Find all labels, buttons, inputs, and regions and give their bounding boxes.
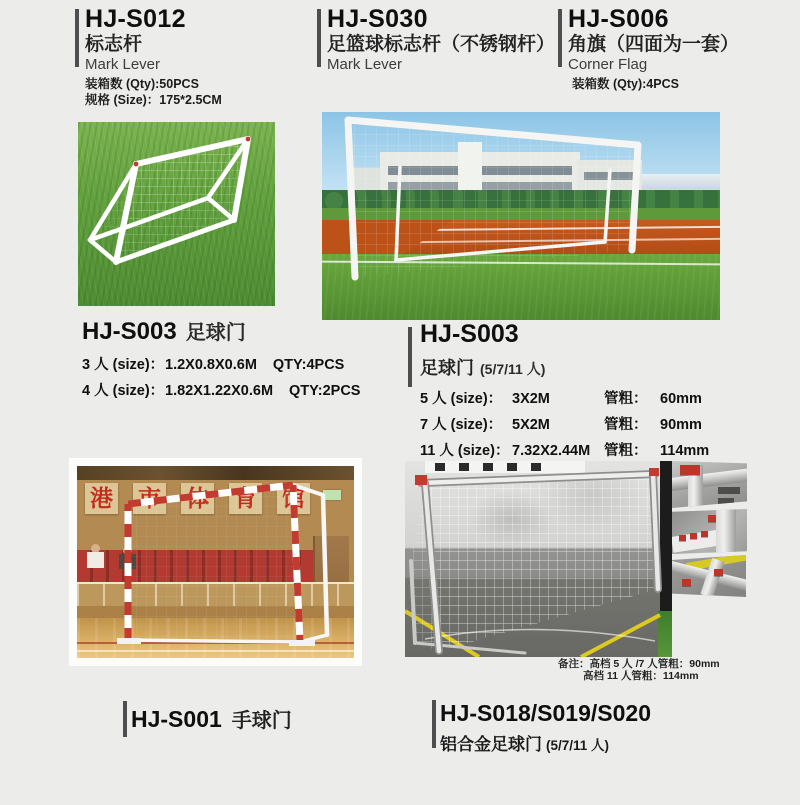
mini-soccer-goal-photo [78, 122, 275, 306]
product-qty: 装箱数 (Qty):50PCS [85, 76, 199, 91]
spec-block-hj-s003-small [82, 316, 360, 400]
row-size: 1.82X1.22X0.6M [165, 383, 274, 399]
row-pipe-label: 管粗： [604, 443, 648, 459]
product-people: (5/7/11 人) [546, 738, 610, 753]
spec-subtitle [420, 354, 709, 380]
product-block-hj-s006 [568, 6, 739, 91]
row-size: 1.2X0.8X0.6M [165, 357, 257, 373]
stadium-goal-graphic [322, 112, 720, 320]
row-pipe: 114mm [660, 443, 710, 459]
spec-code: HJ-S003 [420, 320, 519, 348]
detail-thumb-floor-anchor [672, 555, 746, 597]
section-bar-s012 [75, 9, 79, 67]
row-label: 7 人 (size)： [420, 417, 503, 433]
product-name-cn: 铝合金足球门 [440, 735, 542, 754]
spec-row [420, 439, 709, 460]
row-label: 11 人 (size)： [420, 443, 510, 459]
pipe-note-line2: 高档 11 人管粗：114mm [583, 670, 699, 682]
product-code: HJ-S018/S019/S020 [440, 700, 651, 726]
product-qty: 装箱数 (Qty):4PCS [572, 76, 679, 91]
section-bar-s006 [558, 9, 562, 67]
product-block-hj-s012 [85, 6, 222, 107]
product-subtitle [440, 730, 651, 755]
row-qty: QTY:4PCS [272, 357, 345, 373]
product-name-en: Mark Lever [327, 56, 403, 74]
banner-char: 市 [138, 485, 161, 511]
row-qty: QTY:2PCS [289, 383, 361, 399]
product-name-cn: 角旗（四面为一套） [568, 34, 740, 56]
product-block-hj-s018 [440, 700, 651, 755]
gym-scene [77, 466, 354, 658]
row-size: 3X2M [512, 391, 550, 407]
spec-row [420, 413, 709, 434]
spec-row [420, 387, 709, 408]
product-name-en: Corner Flag [568, 56, 648, 74]
section-bar-s003 [408, 327, 412, 387]
product-name-en: Mark Lever [85, 56, 161, 74]
row-pipe-label: 管粗： [604, 391, 648, 407]
row-size: 5X2M [512, 417, 550, 433]
aluminium-goal-graphic [405, 461, 672, 657]
section-bar-s030 [317, 9, 321, 67]
detail-thumb-base-clips [672, 509, 747, 554]
stadium-goal-photo [322, 112, 720, 320]
product-block-hj-s030 [327, 6, 555, 73]
product-block-hj-s001 [131, 704, 292, 733]
row-label: 3 人 (size)： [82, 357, 165, 373]
product-name-cn: 标志杆 [85, 34, 143, 56]
banner-char: 体 [186, 485, 209, 511]
product-code: HJ-S030 [327, 5, 428, 33]
banner-char: 育 [234, 485, 257, 511]
mini-goal-graphic [78, 122, 275, 306]
row-pipe: 90mm [660, 417, 702, 433]
spec-row [82, 379, 360, 400]
banner-char: 馆 [282, 485, 305, 511]
spec-title [82, 316, 360, 346]
product-size: 规格 (Size)：175*2.5CM [85, 93, 222, 108]
row-size: 7.32X2.44M [512, 443, 591, 459]
detail-thumb-corner-joint [672, 461, 747, 508]
aluminium-goal-photo [405, 461, 672, 657]
pipe-note-line1: 备注：高档 5 人 /7 人管粗：90mm [558, 658, 720, 670]
product-code: HJ-S012 [85, 5, 186, 33]
spec-name-cn: 足球门 [185, 322, 246, 344]
section-bar-s018 [432, 700, 436, 748]
handball-goal-graphic [77, 466, 354, 658]
spec-name-cn: 足球门 [420, 358, 474, 378]
spec-block-hj-s003-large [420, 320, 709, 460]
spec-row [82, 353, 360, 374]
product-name-cn: 手球门 [231, 710, 292, 732]
row-label: 5 人 (size)： [420, 391, 503, 407]
row-pipe-label: 管粗： [604, 417, 648, 433]
banner-char: 港 [90, 485, 113, 511]
product-code: HJ-S001 [131, 706, 222, 732]
handball-goal-photo [69, 458, 362, 666]
product-code: HJ-S006 [568, 5, 669, 33]
row-pipe: 60mm [660, 391, 702, 407]
row-label: 4 人 (size)： [82, 383, 165, 399]
spec-code: HJ-S003 [82, 318, 177, 345]
section-bar-s001 [123, 701, 127, 737]
product-name-cn: 足篮球标志杆（不锈钢杆） [327, 34, 556, 56]
spec-people: (5/7/11 人) [480, 361, 546, 377]
